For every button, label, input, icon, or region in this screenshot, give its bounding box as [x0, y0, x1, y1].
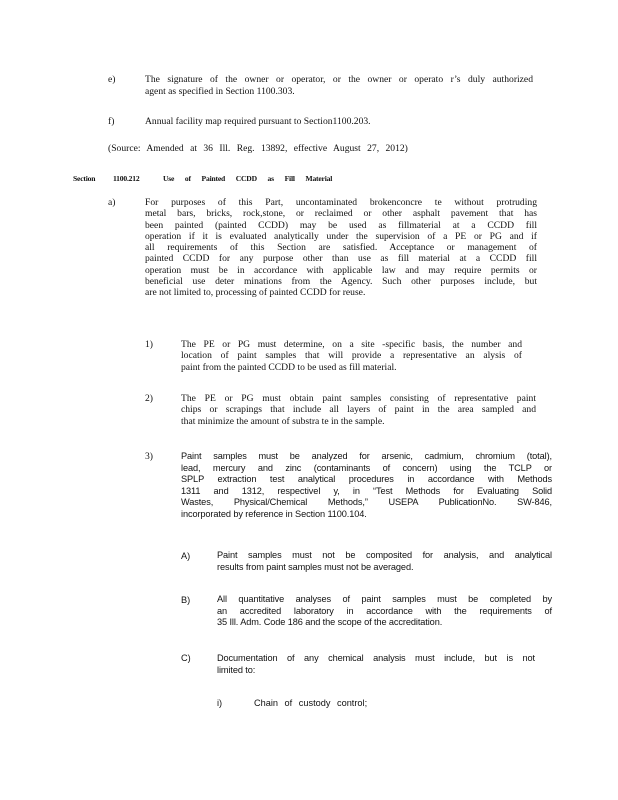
text-line: an accredited laboratory in accordance with the requirements of	[217, 605, 552, 616]
text-line: incorporated by reference in Section 1100.104.	[181, 508, 367, 519]
sub-i-text: Chain of custody control;	[254, 698, 368, 708]
sub-B-text	[217, 594, 552, 629]
sub-1-text	[181, 339, 522, 373]
sub-C-marker: C)	[181, 653, 191, 663]
text-line: that minimize the amount of substra te in the sample.	[181, 415, 385, 427]
text-line: The PE or PG must obtain paint samples consisting of representative paint	[181, 393, 536, 404]
text-line: operation must be in accordance with applicable law and may require permits or	[145, 264, 537, 276]
sub-B-marker: B)	[181, 595, 191, 605]
text-line: limited to:	[217, 665, 256, 675]
sub-i-marker: i)	[217, 698, 223, 708]
text-line: Wastes, Physical/Chemical Methods,” USEPA PublicationNo. SW-846,	[181, 497, 552, 508]
text-line: Paint samples must not be composited for analysis, and analytical	[217, 550, 552, 560]
section-label: Section	[73, 174, 96, 183]
item-f-text: Annual facility map required pursuant to Section1100.203.	[145, 116, 371, 127]
source-note: (Source: Amended at 36 Ill. Reg. 13892, effective August 27, 2012)	[108, 143, 408, 154]
text-line: The PE or PG must determine, on a site -specific basis, the number and	[181, 339, 522, 350]
text-line: agent as specified in Section 1100.303.	[145, 86, 295, 97]
text-line: paint from the painted CCDD to be used as fill material.	[181, 361, 397, 373]
text-line: results from paint samples must not be averaged.	[217, 561, 414, 572]
text-line: been painted (painted CCDD) may be used as fillmaterial at a CCDD fill	[145, 219, 537, 231]
text-line: location of paint samples that will provide a representative an alysis of	[181, 350, 522, 362]
text-line: beneficial use deter minations from the Agency. Such other purposes include, but	[145, 276, 537, 288]
section-title: Use of Painted CCDD as Fill Material	[163, 174, 333, 183]
text-line: SPLP extraction test analytical procedures in accordance with Methods	[181, 474, 552, 485]
text-line: painted CCDD for any purpose other than use as fill material at a CCDD fill	[145, 253, 537, 265]
text-line: all requirements of this Section are satisfied. Acceptance or management of	[145, 242, 537, 254]
para-a-marker: a)	[108, 197, 116, 208]
item-f-marker: f)	[108, 116, 115, 127]
section-number: 1100.212	[113, 174, 140, 183]
sub-A-text	[217, 550, 552, 573]
sub-2-text	[181, 393, 536, 427]
text-line: 1311 and 1312, respectivel y, in “Test Methods for Evaluating Solid	[181, 485, 552, 496]
sub-C-text	[217, 652, 535, 676]
text-line: lead, mercury and zinc (contaminants of concern) using the TCLP or	[181, 462, 552, 473]
sub-3-marker: 3)	[145, 451, 153, 462]
sub-2-marker: 2)	[145, 393, 153, 404]
sub-A-marker: A)	[181, 551, 191, 561]
text-line: All quantitative analyses of paint samples must be completed by	[217, 594, 552, 604]
text-line: Documentation of any chemical analysis must include, but is not	[217, 653, 535, 663]
item-e-text	[145, 74, 533, 98]
sub-3-text	[181, 451, 552, 521]
text-line: are not limited to, processing of painted CCDD for reuse.	[145, 287, 366, 299]
text-line: For purposes of this Part, uncontaminated brokenconcre te without protruding	[145, 197, 537, 208]
text-line: operation if it is evaluated analytically under the supervision of a PE or PG and if	[145, 230, 537, 242]
text-line: The signature of the owner or operator, or the owner or operato r’s duly authorized	[145, 74, 533, 85]
para-a-text	[145, 197, 537, 299]
text-line: 35 Ill. Adm. Code 186 and the scope of the accreditation.	[217, 617, 443, 628]
text-line: metal bars, bricks, rock,stone, or reclaimed or other asphalt pavement that has	[145, 208, 537, 220]
sub-1-marker: 1)	[145, 339, 153, 350]
item-e-marker: e)	[108, 74, 116, 85]
text-line: Paint samples must be analyzed for arsenic, cadmium, chromium (total),	[181, 451, 552, 461]
text-line: chips or scrapings that include all layers of paint in the area sampled and	[181, 404, 536, 416]
